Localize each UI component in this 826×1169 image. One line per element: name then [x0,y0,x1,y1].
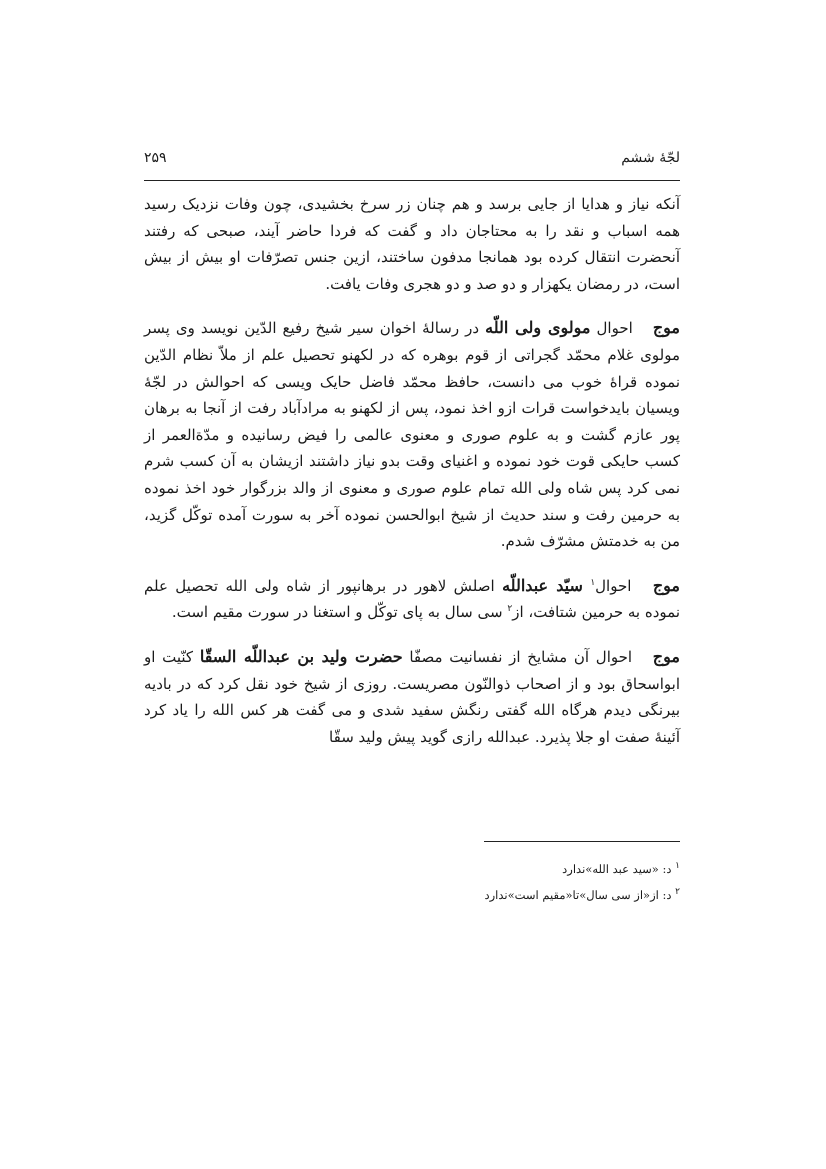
footnote-text: د: «سید عبد الله»ندارد [562,862,672,876]
running-header [144,150,680,181]
section-prefix: احوال [595,576,632,595]
section-marker: موج [652,318,680,338]
footnote-mark: ۲ [675,887,680,898]
section-walid [144,644,680,750]
section-walioullah [144,315,680,554]
footnote-ref[interactable]: ۱ [590,577,596,588]
footnotes [144,856,680,908]
section-text: کنّیت او ابواسحاق بود و از اصحاب ذوالنّون مصریست. روزی از شیخ خود نقل کرد که در بادیه بیرنگی دیدم هرگاه الله گفتی رنگش سفید شدی و می گفت هر کس الله را یاد کرد آئینهٔ صفت او جلا پذیرد. عبدالله رازی گوید پیش ولید سقّا [144,647,680,746]
section-prefix: احوال آن مشایخ از نفسانیت مصفّا [409,647,633,666]
footnote-mark: ۱ [675,861,680,872]
footnote-ref[interactable]: ۲ [507,604,513,615]
section-text: اصلش لاهور در برهانپور از شاه ولی الله تحصیل علم نموده به حرمین شتافت، از [144,576,680,622]
footnote-text: د: از«از سی سال»تا«مقیم است»ندارد [484,888,672,902]
person-name: حضرت ولید بن عبداللّه السقّا [199,646,403,666]
footnote-divider [484,841,680,842]
section-text: سی سال به پای توکّل و استغنا در سورت مقیم است. [171,603,503,622]
page-number: ۲۵۹ [144,150,167,166]
person-name: سیّد عبداللّه [502,575,583,595]
chapter-title: لجّهٔ ششم [621,150,680,166]
footnote [144,856,680,882]
footnote [144,882,680,908]
section-marker: موج [652,646,680,666]
body-text [144,191,680,750]
paragraph: آنکه نیاز و هدایا از جایی برسد و هم چنان زر سرخ بخشیدی، چون وفات نزدیک رسید همه اسباب و نقد را به محتاجان داد و گفت که فردا حاضر آیند، صبحی که رفتند آنحضرت انتقال کرده بود همانجا مدفون ساختند، ازین جنس تصرّفات او بیش از بیش است، در رمضان یکهزار و دو صد و دو هجری وفات یافت. [144,195,680,293]
document-page [144,150,680,902]
person-name: مولوی ولی اللّه [485,318,591,338]
section-abdullah [144,573,680,626]
section-marker: موج [652,575,680,595]
section-prefix: احوال [596,319,633,338]
section-text: در رسالهٔ اخوان سیر شیخ رفیع الدّین نویسد وی پسر مولوی غلام محمّد گجراتی از قوم بوهره که در لکهنو تحصیل علم از ملاّ نظام الدّین نموده قراهٔ خوب می دانست، حافظ محمّد فاضل حایک ویسی که احوالش در لجّهٔ ویسیان بایدخواست قرات ازو اخذ نمود، پس از لکهنو به مرادآباد رفت از آنجا به برهان پور عازم گشت و به علوم صوری و معنوی عالمی را فیض رسانیده و مدّةالعمر از کسب حایکی قوت خود نموده و اغنیای وقت بدو نیاز داشتند ازیشان به آن کسب شرم نمی کرد پس شاه ولی الله تمام علوم صوری و معنوی از والد بزرگوار خود اخذ نموده به حرمین رفت و سند حدیث از شیخ ابوالحسن نموده آخر به سورت آمده توکّل گزید، من به خدمتش مشرّف شدم. [144,319,680,551]
